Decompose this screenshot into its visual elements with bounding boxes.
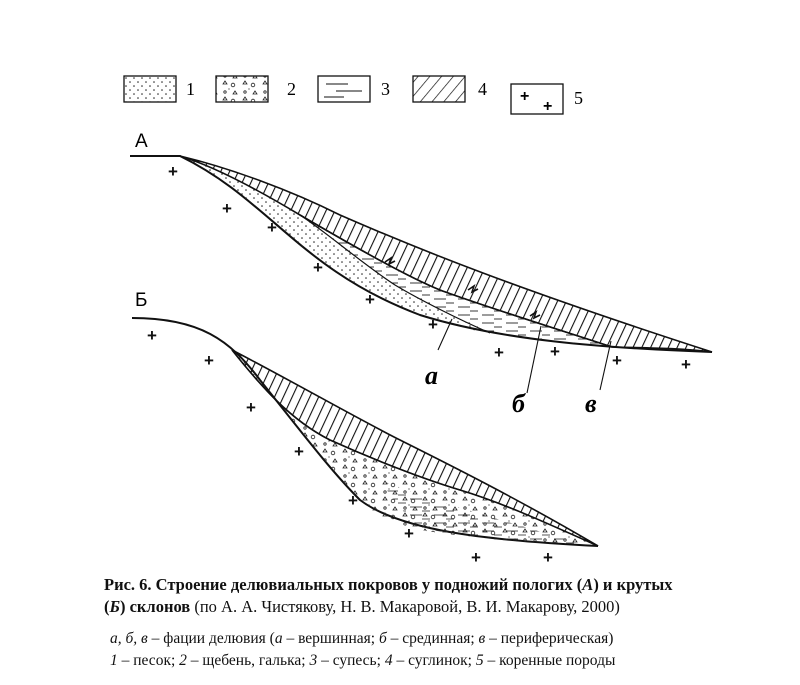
svg-text:+: + — [294, 442, 304, 461]
svg-text:+: + — [494, 343, 504, 362]
caption-title-A: А — [582, 575, 594, 594]
notes-b-text: – срединная; — [386, 630, 479, 647]
notes-n3: 3 — [309, 652, 318, 669]
notes-n4: 4 — [384, 652, 393, 669]
notes-b-letter: б — [378, 630, 387, 647]
profile-a — [130, 131, 712, 418]
svg-text:+: + — [428, 315, 438, 334]
svg-text:+: + — [471, 548, 481, 567]
notes-t1: – песок; — [117, 652, 180, 669]
notes-legend-line — [110, 650, 790, 672]
legend-number-4: 4 — [478, 79, 487, 99]
caption-source: (по А. А. Чистякову, Н. В. Макаровой, В. И. Макарову, 2000) — [190, 597, 620, 616]
legend-item-1 — [124, 76, 195, 102]
svg-text:+: + — [348, 491, 358, 510]
legend-item-5 — [511, 84, 583, 115]
svg-text:+: + — [550, 342, 560, 361]
notes-v-letter: в — [478, 630, 486, 647]
caption-title-part2: ) и крутых — [593, 575, 673, 594]
svg-text:+: + — [246, 398, 256, 417]
svg-text:+: + — [204, 351, 214, 370]
svg-text:+: + — [520, 88, 530, 105]
facies-label-v: в — [585, 389, 597, 418]
notes-n5: 5 — [475, 652, 484, 669]
profile-b-label: Б — [135, 290, 148, 311]
caption-title-part3: ) склонов — [119, 597, 191, 616]
svg-text:+: + — [543, 98, 553, 115]
legend-item-2 — [216, 76, 296, 102]
notes-a-text: – вершинная; — [282, 630, 379, 647]
profile-a-label: А — [135, 131, 148, 152]
notes-n2: 2 — [179, 652, 187, 669]
figure-notes — [110, 628, 790, 672]
svg-text:+: + — [365, 290, 375, 309]
legend-number-2: 2 — [287, 79, 296, 99]
svg-text:+: + — [222, 199, 232, 218]
notes-v-text: – периферическая) — [485, 630, 614, 647]
legend-number-1: 1 — [186, 79, 195, 99]
caption-title-B: Б — [109, 597, 120, 616]
notes-t3: – супесь; — [317, 652, 385, 669]
notes-t2: – щебень, галька; — [186, 652, 310, 669]
svg-text:+: + — [681, 355, 691, 374]
svg-text:+: + — [267, 218, 277, 237]
svg-text:+: + — [313, 258, 323, 277]
facies-label-a: а — [425, 361, 438, 390]
notes-facies-line — [110, 628, 790, 650]
legend-number-5: 5 — [574, 88, 583, 108]
svg-text:+: + — [147, 326, 157, 345]
notes-facies-letters: а, б, в — [110, 630, 148, 647]
legend-item-4 — [413, 76, 487, 102]
notes-t4: – суглинок; — [392, 652, 476, 669]
caption-title-part1: Рис. 6. Строение делювиальных покровов у подножий пологих ( — [104, 575, 583, 594]
svg-text:+: + — [168, 162, 178, 181]
notes-facies-text: – фации делювия ( — [147, 630, 275, 647]
legend-item-3 — [318, 76, 390, 102]
notes-n1: 1 — [110, 652, 118, 669]
figure-caption: Рис. 6. Строение делювиальных покровов у подножий пологих (А) и крутых (Б) склонов (по А. А. Чистякову, Н. В. Макаровой, В. И. Макарову, 2000) — [104, 575, 673, 616]
svg-text:+: + — [404, 524, 414, 543]
notes-a-letter: а — [274, 630, 283, 647]
facies-label-b: б — [512, 389, 525, 418]
notes-t5: – коренные породы — [483, 652, 616, 669]
svg-text:+: + — [543, 548, 553, 567]
legend-number-3: 3 — [381, 79, 390, 99]
svg-text:+: + — [612, 351, 622, 370]
legend — [124, 76, 583, 115]
